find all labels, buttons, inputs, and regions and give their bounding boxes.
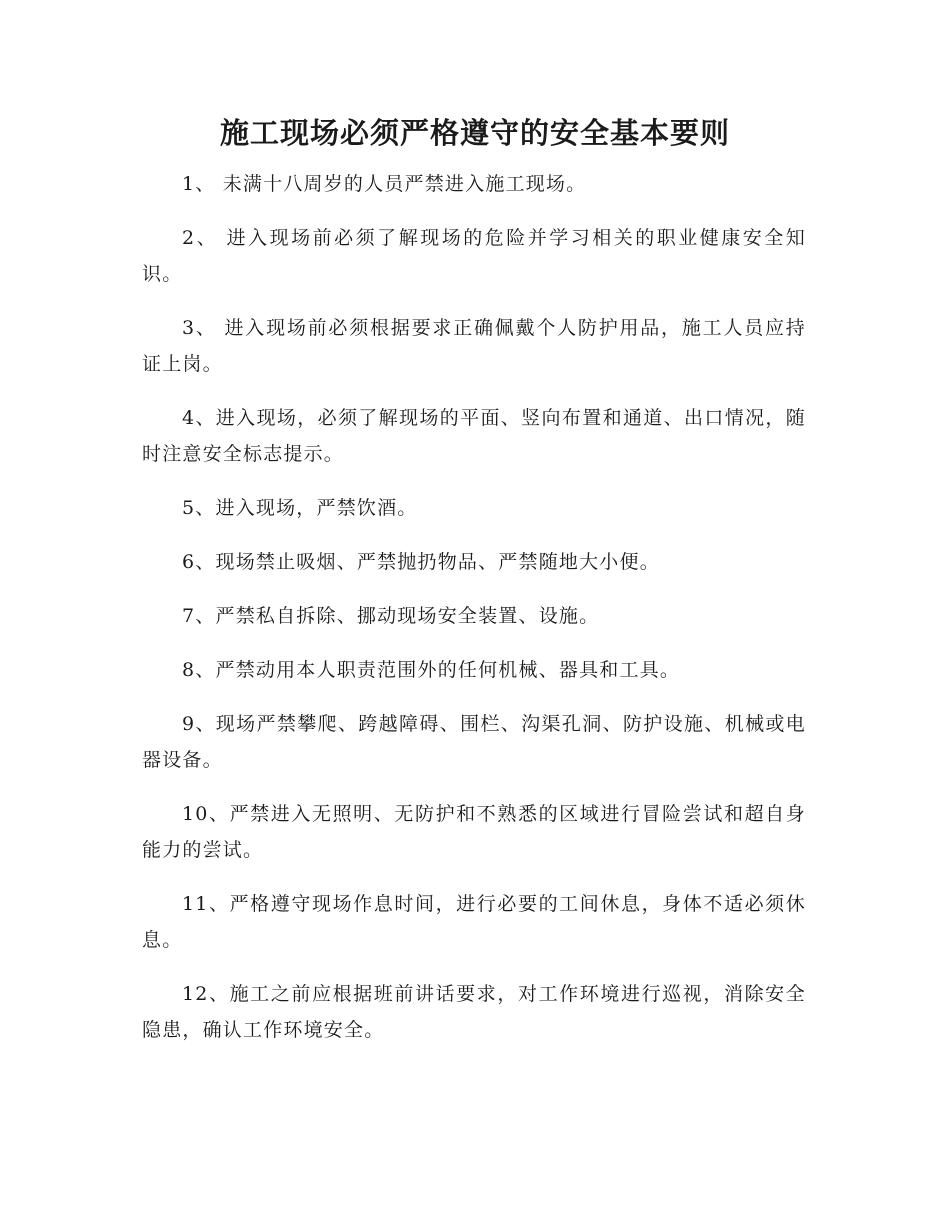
rule-item: 5、进入现场，严禁饮酒。 [182,497,418,519]
rule-item: 2、 进入现场前必须了解现场的危险并学习相关的职业健康安全知识。 [142,227,806,285]
document-title: 施工现场必须严格遵守的安全基本要则 [219,116,730,150]
rule-item: 11、严格遵守现场作息时间，进行必要的工间休息，身体不适必须休息。 [142,893,806,951]
rule-item: 8、严禁动用本人职责范围外的任何机械、器具和工具。 [182,659,681,681]
rules-list [142,166,806,1066]
rule-item: 4、进入现场，必须了解现场的平面、竖向布置和通道、出口情况，随时注意安全标志提示。 [142,407,806,465]
rule-item: 9、现场严禁攀爬、跨越障碍、围栏、沟渠孔洞、防护设施、机械或电器设备。 [142,713,806,771]
rule-item: 1、 未满十八周岁的人员严禁进入施工现场。 [182,173,587,195]
rule-item: 10、严禁进入无照明、无防护和不熟悉的区域进行冒险尝试和超自身能力的尝试。 [142,803,806,861]
rule-item: 12、施工之前应根据班前讲话要求，对工作环境进行巡视，消除安全隐患，确认工作环境安全。 [142,983,806,1041]
rule-item: 6、现场禁止吸烟、严禁抛扔物品、严禁随地大小便。 [182,551,660,573]
rule-item: 7、严禁私自拆除、挪动现场安全装置、设施。 [182,605,600,627]
rule-item: 3、 进入现场前必须根据要求正确佩戴个人防护用品，施工人员应持证上岗。 [142,317,806,375]
